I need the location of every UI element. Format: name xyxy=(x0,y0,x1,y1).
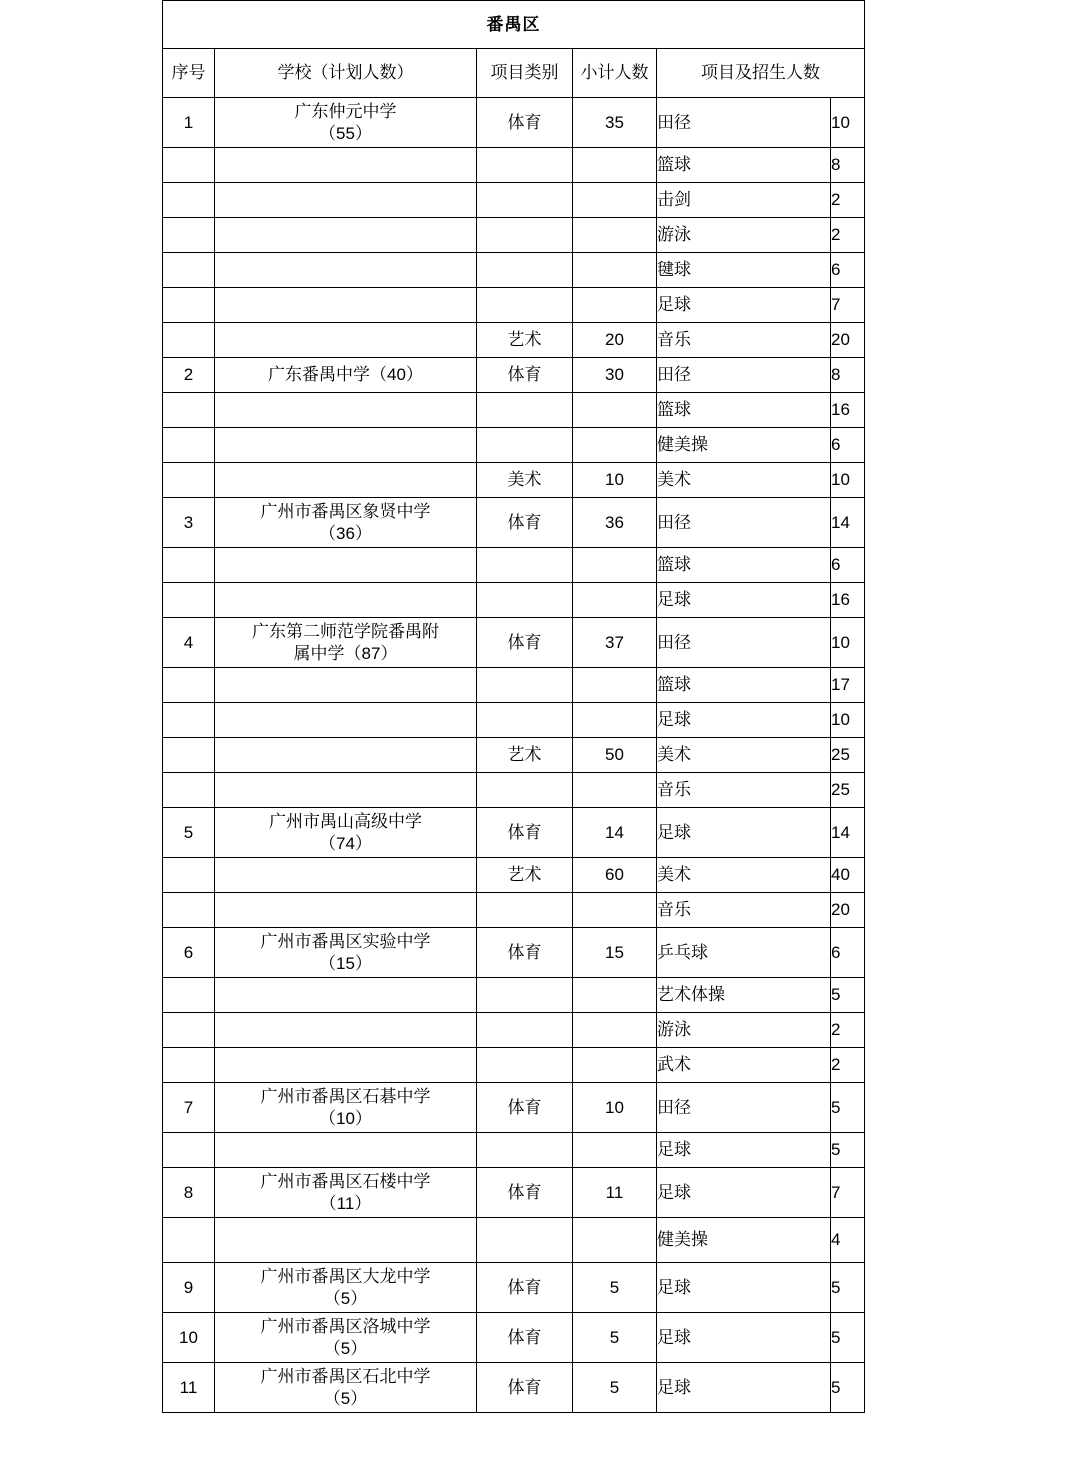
cell-school: 广州市禺山高级中学 （74） xyxy=(215,808,477,858)
cell-subtotal xyxy=(573,288,657,323)
header-project: 项目及招生人数 xyxy=(657,49,865,98)
cell-school xyxy=(215,703,477,738)
cell-project: 足球 xyxy=(657,583,831,618)
cell-project: 音乐 xyxy=(657,773,831,808)
admission-plan-table xyxy=(162,0,865,1413)
cell-seq xyxy=(163,1133,215,1168)
cell-seq xyxy=(163,858,215,893)
cell-seq xyxy=(163,288,215,323)
cell-project: 毽球 xyxy=(657,253,831,288)
table-row xyxy=(163,428,865,463)
cell-school xyxy=(215,773,477,808)
table-row xyxy=(163,1083,865,1133)
cell-category xyxy=(477,288,573,323)
table-row xyxy=(163,928,865,978)
cell-school xyxy=(215,288,477,323)
cell-project: 游泳 xyxy=(657,218,831,253)
cell-school xyxy=(215,858,477,893)
cell-project-count: 20 xyxy=(831,893,865,928)
cell-school: 广州市番禺区石楼中学 （11） xyxy=(215,1168,477,1218)
cell-project: 击剑 xyxy=(657,183,831,218)
cell-subtotal xyxy=(573,668,657,703)
cell-category xyxy=(477,1218,573,1263)
cell-subtotal: 30 xyxy=(573,358,657,393)
cell-seq xyxy=(163,583,215,618)
cell-subtotal: 5 xyxy=(573,1363,657,1413)
cell-subtotal: 37 xyxy=(573,618,657,668)
table-row xyxy=(163,618,865,668)
cell-category xyxy=(477,548,573,583)
table-row xyxy=(163,1313,865,1363)
cell-project-count: 6 xyxy=(831,253,865,288)
table-row xyxy=(163,808,865,858)
cell-school xyxy=(215,738,477,773)
cell-subtotal xyxy=(573,1218,657,1263)
cell-project-count: 8 xyxy=(831,358,865,393)
cell-project: 田径 xyxy=(657,98,831,148)
cell-category: 体育 xyxy=(477,358,573,393)
cell-project-count: 10 xyxy=(831,703,865,738)
cell-school xyxy=(215,548,477,583)
cell-project-count: 8 xyxy=(831,148,865,183)
cell-subtotal: 11 xyxy=(573,1168,657,1218)
cell-subtotal xyxy=(573,1048,657,1083)
cell-seq xyxy=(163,428,215,463)
cell-subtotal: 10 xyxy=(573,463,657,498)
table-container xyxy=(162,0,864,1413)
cell-project: 乒乓球 xyxy=(657,928,831,978)
cell-project: 足球 xyxy=(657,808,831,858)
cell-category: 体育 xyxy=(477,808,573,858)
cell-project: 田径 xyxy=(657,618,831,668)
cell-subtotal xyxy=(573,1013,657,1048)
cell-category: 体育 xyxy=(477,928,573,978)
cell-seq: 1 xyxy=(163,98,215,148)
cell-school xyxy=(215,1218,477,1263)
cell-category: 艺术 xyxy=(477,323,573,358)
cell-category xyxy=(477,668,573,703)
cell-category xyxy=(477,183,573,218)
cell-subtotal xyxy=(573,428,657,463)
table-row xyxy=(163,358,865,393)
cell-subtotal xyxy=(573,148,657,183)
table-row xyxy=(163,393,865,428)
cell-category xyxy=(477,1133,573,1168)
cell-project-count: 6 xyxy=(831,928,865,978)
cell-category: 艺术 xyxy=(477,738,573,773)
cell-project-count: 5 xyxy=(831,1263,865,1313)
cell-school xyxy=(215,1013,477,1048)
cell-seq xyxy=(163,218,215,253)
cell-seq: 6 xyxy=(163,928,215,978)
cell-category xyxy=(477,1013,573,1048)
table-row xyxy=(163,738,865,773)
cell-category xyxy=(477,773,573,808)
cell-school xyxy=(215,463,477,498)
cell-category xyxy=(477,703,573,738)
table-row xyxy=(163,548,865,583)
cell-category: 体育 xyxy=(477,1083,573,1133)
table-row xyxy=(163,1013,865,1048)
cell-subtotal xyxy=(573,978,657,1013)
cell-project: 足球 xyxy=(657,1313,831,1363)
cell-project: 美术 xyxy=(657,858,831,893)
cell-school: 广东仲元中学 （55） xyxy=(215,98,477,148)
cell-school: 广州市番禺区象贤中学 （36） xyxy=(215,498,477,548)
cell-project-count: 16 xyxy=(831,583,865,618)
cell-seq xyxy=(163,148,215,183)
cell-project: 美术 xyxy=(657,463,831,498)
cell-project: 游泳 xyxy=(657,1013,831,1048)
page-title: 番禺区 xyxy=(163,1,865,49)
cell-project-count: 2 xyxy=(831,183,865,218)
cell-project: 足球 xyxy=(657,1133,831,1168)
cell-subtotal: 10 xyxy=(573,1083,657,1133)
cell-project: 田径 xyxy=(657,358,831,393)
cell-seq xyxy=(163,548,215,583)
cell-school xyxy=(215,183,477,218)
cell-project-count: 10 xyxy=(831,463,865,498)
cell-category xyxy=(477,148,573,183)
cell-project-count: 25 xyxy=(831,738,865,773)
table-row xyxy=(163,1048,865,1083)
cell-school xyxy=(215,978,477,1013)
cell-project: 篮球 xyxy=(657,393,831,428)
cell-category xyxy=(477,893,573,928)
cell-category xyxy=(477,253,573,288)
cell-category xyxy=(477,428,573,463)
header-school: 学校（计划人数） xyxy=(215,49,477,98)
table-body xyxy=(163,1,865,1413)
cell-category: 美术 xyxy=(477,463,573,498)
cell-school xyxy=(215,668,477,703)
cell-seq: 5 xyxy=(163,808,215,858)
cell-project-count: 4 xyxy=(831,1218,865,1263)
cell-project: 艺术体操 xyxy=(657,978,831,1013)
cell-subtotal: 5 xyxy=(573,1313,657,1363)
cell-school xyxy=(215,1133,477,1168)
cell-category xyxy=(477,583,573,618)
cell-seq xyxy=(163,703,215,738)
table-row xyxy=(163,1168,865,1218)
cell-seq xyxy=(163,393,215,428)
cell-seq xyxy=(163,893,215,928)
cell-seq xyxy=(163,183,215,218)
table-row xyxy=(163,893,865,928)
cell-subtotal: 15 xyxy=(573,928,657,978)
table-row xyxy=(163,978,865,1013)
table-row xyxy=(163,218,865,253)
cell-category: 体育 xyxy=(477,618,573,668)
cell-project-count: 5 xyxy=(831,1363,865,1413)
table-row xyxy=(163,668,865,703)
cell-seq: 7 xyxy=(163,1083,215,1133)
cell-seq xyxy=(163,773,215,808)
cell-school xyxy=(215,893,477,928)
cell-project: 武术 xyxy=(657,1048,831,1083)
cell-project-count: 2 xyxy=(831,1013,865,1048)
cell-project: 篮球 xyxy=(657,148,831,183)
cell-project-count: 5 xyxy=(831,978,865,1013)
cell-subtotal: 20 xyxy=(573,323,657,358)
cell-subtotal: 5 xyxy=(573,1263,657,1313)
cell-subtotal xyxy=(573,393,657,428)
cell-project: 篮球 xyxy=(657,668,831,703)
cell-category: 体育 xyxy=(477,498,573,548)
cell-school: 广州市番禺区石北中学 （5） xyxy=(215,1363,477,1413)
cell-school xyxy=(215,148,477,183)
table-row xyxy=(163,583,865,618)
table-row xyxy=(163,1133,865,1168)
table-row xyxy=(163,323,865,358)
cell-category xyxy=(477,393,573,428)
cell-seq xyxy=(163,978,215,1013)
cell-project: 健美操 xyxy=(657,1218,831,1263)
cell-subtotal xyxy=(573,218,657,253)
cell-subtotal xyxy=(573,1133,657,1168)
cell-category xyxy=(477,978,573,1013)
cell-project-count: 20 xyxy=(831,323,865,358)
cell-project-count: 14 xyxy=(831,808,865,858)
header-subtotal: 小计人数 xyxy=(573,49,657,98)
cell-subtotal: 60 xyxy=(573,858,657,893)
cell-school xyxy=(215,253,477,288)
cell-project: 音乐 xyxy=(657,323,831,358)
cell-subtotal: 35 xyxy=(573,98,657,148)
cell-category xyxy=(477,1048,573,1083)
cell-project-count: 14 xyxy=(831,498,865,548)
cell-seq: 8 xyxy=(163,1168,215,1218)
cell-school xyxy=(215,1048,477,1083)
cell-project-count: 40 xyxy=(831,858,865,893)
cell-project-count: 10 xyxy=(831,98,865,148)
table-row xyxy=(163,858,865,893)
table-row xyxy=(163,148,865,183)
cell-project: 足球 xyxy=(657,1168,831,1218)
cell-school: 广州市番禺区大龙中学 （5） xyxy=(215,1263,477,1313)
cell-project: 足球 xyxy=(657,1363,831,1413)
cell-school xyxy=(215,428,477,463)
cell-school xyxy=(215,323,477,358)
cell-seq xyxy=(163,1048,215,1083)
cell-category xyxy=(477,218,573,253)
cell-school xyxy=(215,218,477,253)
cell-school: 广州市番禺区实验中学 （15） xyxy=(215,928,477,978)
title-row xyxy=(163,1,865,49)
cell-project-count: 2 xyxy=(831,1048,865,1083)
cell-project: 田径 xyxy=(657,498,831,548)
cell-project: 足球 xyxy=(657,288,831,323)
cell-subtotal xyxy=(573,183,657,218)
table-row xyxy=(163,1363,865,1413)
cell-category: 体育 xyxy=(477,1263,573,1313)
cell-school: 广东第二师范学院番禺附 属中学（87） xyxy=(215,618,477,668)
header-category: 项目类别 xyxy=(477,49,573,98)
cell-project-count: 5 xyxy=(831,1083,865,1133)
cell-subtotal xyxy=(573,548,657,583)
cell-subtotal xyxy=(573,893,657,928)
cell-category: 体育 xyxy=(477,1363,573,1413)
cell-project-count: 6 xyxy=(831,548,865,583)
cell-project-count: 10 xyxy=(831,618,865,668)
cell-category: 体育 xyxy=(477,1168,573,1218)
cell-seq xyxy=(163,1013,215,1048)
table-row xyxy=(163,463,865,498)
cell-project-count: 16 xyxy=(831,393,865,428)
table-row xyxy=(163,98,865,148)
cell-subtotal: 50 xyxy=(573,738,657,773)
cell-project-count: 25 xyxy=(831,773,865,808)
cell-subtotal xyxy=(573,583,657,618)
table-row xyxy=(163,183,865,218)
cell-seq: 4 xyxy=(163,618,215,668)
cell-school: 广东番禺中学（40） xyxy=(215,358,477,393)
cell-subtotal: 36 xyxy=(573,498,657,548)
header-row xyxy=(163,49,865,98)
cell-category: 艺术 xyxy=(477,858,573,893)
cell-seq xyxy=(163,463,215,498)
table-row xyxy=(163,1263,865,1313)
cell-project: 音乐 xyxy=(657,893,831,928)
cell-seq: 3 xyxy=(163,498,215,548)
cell-project-count: 5 xyxy=(831,1133,865,1168)
table-row xyxy=(163,773,865,808)
cell-project-count: 2 xyxy=(831,218,865,253)
cell-project: 足球 xyxy=(657,703,831,738)
table-row xyxy=(163,1218,865,1263)
cell-category: 体育 xyxy=(477,1313,573,1363)
cell-project-count: 7 xyxy=(831,288,865,323)
cell-seq xyxy=(163,323,215,358)
cell-seq xyxy=(163,738,215,773)
cell-seq: 11 xyxy=(163,1363,215,1413)
cell-school: 广州市番禺区石碁中学 （10） xyxy=(215,1083,477,1133)
cell-seq xyxy=(163,1218,215,1263)
cell-project-count: 7 xyxy=(831,1168,865,1218)
cell-project: 足球 xyxy=(657,1263,831,1313)
cell-seq xyxy=(163,253,215,288)
cell-category: 体育 xyxy=(477,98,573,148)
cell-project: 田径 xyxy=(657,1083,831,1133)
cell-project-count: 6 xyxy=(831,428,865,463)
table-row xyxy=(163,498,865,548)
table-row xyxy=(163,253,865,288)
cell-project: 篮球 xyxy=(657,548,831,583)
cell-seq: 9 xyxy=(163,1263,215,1313)
cell-project-count: 17 xyxy=(831,668,865,703)
table-row xyxy=(163,703,865,738)
cell-seq: 2 xyxy=(163,358,215,393)
cell-seq: 10 xyxy=(163,1313,215,1363)
header-seq: 序号 xyxy=(163,49,215,98)
cell-project: 健美操 xyxy=(657,428,831,463)
cell-school: 广州市番禺区洛城中学 （5） xyxy=(215,1313,477,1363)
cell-seq xyxy=(163,668,215,703)
cell-school xyxy=(215,583,477,618)
cell-project-count: 5 xyxy=(831,1313,865,1363)
cell-project: 美术 xyxy=(657,738,831,773)
cell-school xyxy=(215,393,477,428)
cell-subtotal xyxy=(573,703,657,738)
table-row xyxy=(163,288,865,323)
cell-subtotal xyxy=(573,253,657,288)
cell-subtotal: 14 xyxy=(573,808,657,858)
cell-subtotal xyxy=(573,773,657,808)
